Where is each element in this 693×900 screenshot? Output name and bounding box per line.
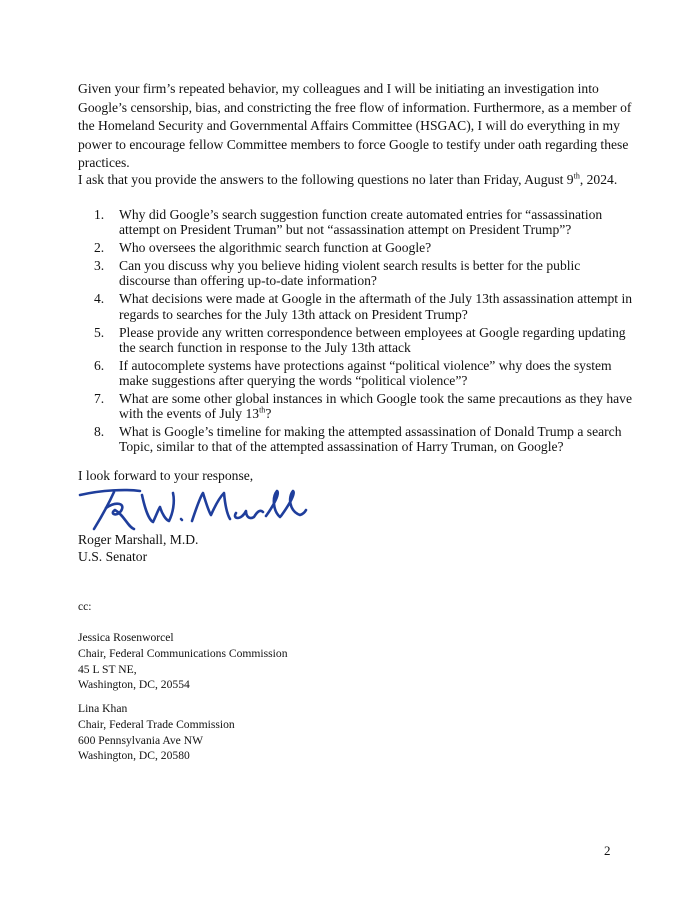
signature-image [76, 483, 308, 533]
question-number: 5. [94, 324, 105, 340]
question-number: 7. [94, 391, 105, 407]
question-number: 2. [94, 240, 105, 256]
question-item [94, 391, 634, 421]
question-item [94, 240, 634, 255]
question-text: What is Google’s timeline for making the attempted assassination of Donald Trump a search Topic, similar to that of the attempted assassination of Harry Truman, on Google? [119, 424, 622, 455]
signature-stroke [266, 491, 280, 517]
cc-label: cc: [78, 600, 92, 613]
signature-stroke [281, 491, 306, 516]
deadline-year: , 2024. [579, 172, 618, 187]
page-number: 2 [604, 843, 611, 858]
recipient-title: Chair, Federal Communications Commission [78, 646, 288, 660]
recipient-address-line-1: 45 L ST NE, [78, 662, 137, 676]
cc-recipient [78, 701, 235, 764]
cc-recipient [78, 630, 288, 693]
recipient-title: Chair, Federal Trade Commission [78, 717, 235, 731]
signature-stroke [181, 519, 182, 520]
signature-stroke [192, 493, 230, 521]
investigation-paragraph: Given your firm’s repeated behavior, my colleagues and I will be initiating an investigation into Google’s censorship, bias, and constricting the free flow of information. Furthermore, as a member of the Homeland Security and Governmental Affairs Committee (HSGAC), I will do everything in my power to encourage fellow Committee members to force Google to testify under oath regarding these practices. [78, 81, 632, 171]
question-text: Please provide any written correspondence between employees at Google regarding updating the search function in response to the July 13th attack [119, 324, 626, 355]
question-text: Can you discuss why you believe hiding violent search results is better for the public discourse than offering up-to-date information? [119, 258, 581, 289]
signature-stroke [94, 492, 114, 529]
deadline-ordinal: th [573, 171, 580, 181]
recipient-name: Lina Khan [78, 702, 128, 715]
question-number: 8. [94, 424, 105, 440]
signer-title: U.S. Senator [78, 549, 148, 564]
question-ordinal: th [259, 405, 266, 415]
question-text: Who oversees the algorithmic search function at Google? [119, 240, 432, 256]
signature-stroke [142, 493, 174, 522]
recipient-address-line-2: Washington, DC, 20580 [78, 749, 190, 763]
question-number: 4. [94, 291, 105, 307]
question-item [94, 325, 634, 355]
deadline-text: I ask that you provide the answers to the following questions no later than Friday, August 9 [78, 172, 574, 187]
question-text: What decisions were made at Google in the aftermath of the July 13th assassination attempt in regards to searches for the July 13th attack on President Trump? [119, 291, 633, 322]
signer-name: Roger Marshall, M.D. [78, 532, 199, 547]
question-end: ? [265, 406, 272, 422]
question-item [94, 291, 634, 321]
question-item [94, 207, 634, 237]
question-item [94, 258, 634, 288]
signature-stroke [80, 490, 140, 495]
signature-stroke [235, 511, 263, 518]
question-number: 3. [94, 258, 105, 274]
question-number: 6. [94, 357, 105, 373]
recipient-address-line-1: 600 Pennsylvania Ave NW [78, 733, 204, 747]
question-number: 1. [94, 207, 105, 222]
signature-stroke [106, 504, 134, 529]
recipient-address-line-2: Washington, DC, 20554 [78, 678, 190, 692]
questions-list [94, 207, 634, 457]
question-item [94, 424, 634, 454]
question-text: What are some other global instances in which Google took the same precautions as they have with the events of July 13 [119, 391, 633, 422]
recipient-name: Jessica Rosenworcel [78, 631, 174, 644]
question-text: Why did Google’s search suggestion function create automated entries for “assassination attempt on President Truman” but not “assassination attempt on President Trump”? [119, 207, 603, 238]
closing-line: I look forward to your response, [78, 468, 254, 483]
question-item [94, 358, 634, 388]
question-text: If autocomplete systems have protections against “political violence” why does the system make suggestions after querying the words “political violence”? [119, 357, 612, 389]
deadline-paragraph [78, 171, 638, 190]
